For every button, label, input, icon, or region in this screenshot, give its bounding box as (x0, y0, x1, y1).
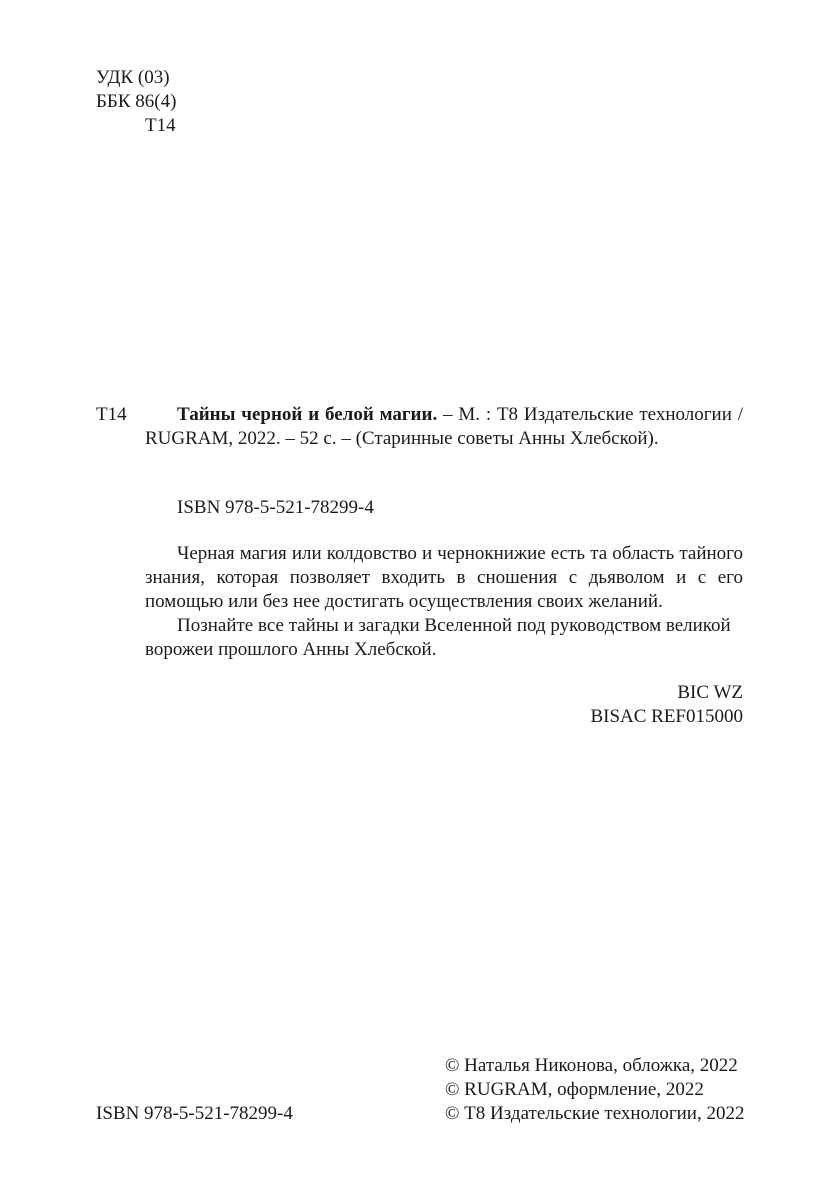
imprint-line2: RUGRAM, 2022. – 52 с. – (Старинные советы Анны Хлебской). (145, 428, 659, 449)
isbn-main: ISBN 978-5-521-78299-4 (177, 497, 374, 518)
copyright-line: © Наталья Никонова, обложка, 2022 (445, 1055, 738, 1076)
bibliographic-entry-line1 (177, 403, 743, 427)
annotation-paragraph-1: Черная магия или колдовство и чернокнижие есть та область тайного знания, которая позволяет входить в сношения с дьяволом и с его помощью или без нее достигать осуществления своих желаний. (145, 543, 743, 612)
bisac-code: BISAC REF015000 (590, 706, 743, 727)
entry-author-mark: Т14 (96, 404, 127, 425)
annotation-paragraph-2: Познайте все тайны и загадки Вселенной под руководством великой ворожеи прошлого Анны Хлебской. (145, 615, 731, 660)
author-mark: Т14 (145, 115, 176, 136)
bic-code: BIC WZ (677, 682, 743, 703)
copyright-line: © RUGRAM, оформление, 2022 (445, 1079, 704, 1100)
book-title: Тайны черной и белой магии. (177, 404, 438, 425)
imprint-line1: – М. : Т8 Издательские технологии / (437, 404, 743, 425)
isbn-footer: ISBN 978-5-521-78299-4 (96, 1103, 293, 1124)
copyright-line: © Т8 Издательские технологии, 2022 (445, 1103, 745, 1124)
udk-code: УДК (03) (96, 67, 170, 88)
bbk-code: ББК 86(4) (96, 91, 177, 112)
